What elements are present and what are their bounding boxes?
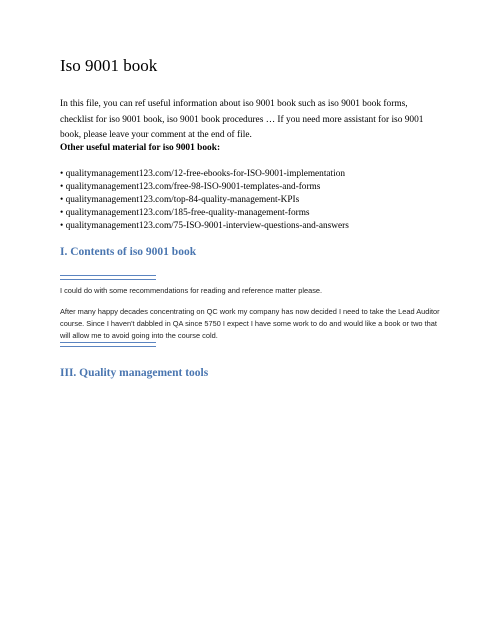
intro-paragraph: In this file, you can ref useful information about iso 9001 book such as iso 9001 book forms, checklist for iso 9001 book, iso 9001 book procedures … If you need more assistant for iso 9001 book, please leave your comment at the end of file. <box>60 99 424 140</box>
material-link-list <box>60 168 349 233</box>
question-detail-paragraph: After many happy decades concentrating on QC work my company has now decided I need to take the Lead Auditor course. Since I haven't dabbled in QA since 5750 I expect I have some work to do and would like a book or two that will allow me to avoid going into the course cold. <box>60 307 440 340</box>
question-paragraph: I could do with some recommendations for reading and reference matter please. <box>60 286 323 295</box>
section-heading-tools: III. Quality management tools <box>60 367 209 379</box>
material-link[interactable]: • qualitymanagement123.com/top-84-quality-management-KPIs <box>60 194 349 207</box>
material-link[interactable]: • qualitymanagement123.com/free-98-ISO-9001-templates-and-forms <box>60 181 349 194</box>
separator-line <box>60 275 156 280</box>
other-material-heading: Other useful material for iso 9001 book: <box>60 143 221 153</box>
separator-line <box>60 342 156 347</box>
material-link[interactable]: • qualitymanagement123.com/185-free-quality-management-forms <box>60 207 349 220</box>
page-title: Iso 9001 book <box>60 56 158 75</box>
material-link[interactable]: • qualitymanagement123.com/12-free-ebooks-for-ISO-9001-implementation <box>60 168 349 181</box>
material-link[interactable]: • qualitymanagement123.com/75-ISO-9001-interview-questions-and-answers <box>60 220 349 233</box>
section-heading-contents: I. Contents of iso 9001 book <box>60 246 197 258</box>
